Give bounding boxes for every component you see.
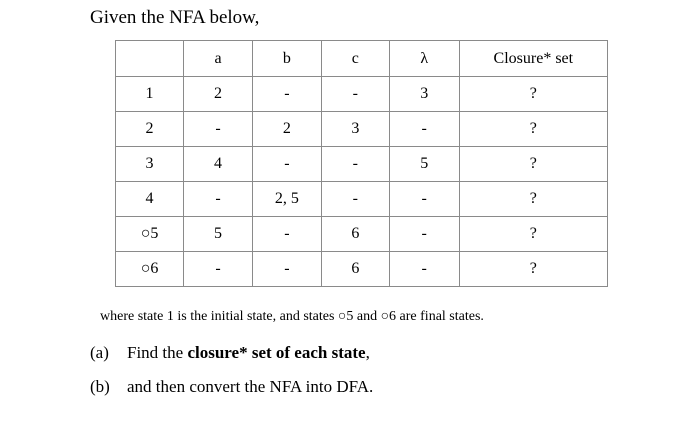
question-b-label: (b) xyxy=(90,377,110,396)
question-b xyxy=(90,376,373,398)
header-closure-set: Closure* set xyxy=(459,41,607,77)
closure-cell: ? xyxy=(459,217,607,252)
transition-cell: - xyxy=(252,217,321,252)
transition-cell: 6 xyxy=(321,217,389,252)
transition-cell: - xyxy=(184,112,253,147)
state-cell: ○6 xyxy=(116,252,184,287)
transition-cell: 2, 5 xyxy=(252,182,321,217)
header-state xyxy=(116,41,184,77)
table-note: where state 1 is the initial state, and states ○5 and ○6 are final states. xyxy=(100,309,484,324)
table-row xyxy=(116,217,608,252)
question-a-text: Find the xyxy=(127,343,188,362)
header-symbol-b: b xyxy=(252,41,321,77)
state-cell: 4 xyxy=(116,182,184,217)
transition-cell: - xyxy=(389,217,459,252)
transition-cell: - xyxy=(389,112,459,147)
closure-cell: ? xyxy=(459,252,607,287)
header-lambda: λ xyxy=(389,41,459,77)
table-row xyxy=(116,252,608,287)
transition-cell: - xyxy=(252,147,321,182)
closure-cell: ? xyxy=(459,77,607,112)
table-row xyxy=(116,112,608,147)
transition-cell: 2 xyxy=(184,77,253,112)
question-a-bold-text: closure* set of each state xyxy=(187,343,366,362)
closure-cell: ? xyxy=(459,182,607,217)
header-symbol-a: a xyxy=(184,41,253,77)
transition-cell: 3 xyxy=(389,77,459,112)
transition-cell: - xyxy=(389,252,459,287)
transition-cell: 2 xyxy=(252,112,321,147)
state-cell: ○5 xyxy=(116,217,184,252)
state-cell: 1 xyxy=(116,77,184,112)
transition-cell: - xyxy=(184,252,253,287)
table-row xyxy=(116,182,608,217)
transition-cell: - xyxy=(184,182,253,217)
question-a-label: (a) xyxy=(90,343,109,362)
table-header-row xyxy=(116,41,608,77)
transition-cell: - xyxy=(389,182,459,217)
table-row xyxy=(116,147,608,182)
header-symbol-c: c xyxy=(321,41,389,77)
question-a-punctuation: , xyxy=(365,343,370,362)
transition-cell: 5 xyxy=(389,147,459,182)
closure-cell: ? xyxy=(459,147,607,182)
transition-cell: - xyxy=(321,77,389,112)
table-row xyxy=(116,77,608,112)
intro-text: Given the NFA below, xyxy=(90,7,260,28)
nfa-transition-table xyxy=(115,40,608,287)
transition-cell: - xyxy=(252,77,321,112)
closure-cell: ? xyxy=(459,112,607,147)
state-cell: 3 xyxy=(116,147,184,182)
transition-cell: - xyxy=(252,252,321,287)
state-cell: 2 xyxy=(116,112,184,147)
transition-cell: 3 xyxy=(321,112,389,147)
question-b-text: and then convert the NFA into DFA. xyxy=(127,377,374,396)
transition-cell: 4 xyxy=(184,147,253,182)
transition-cell: - xyxy=(321,182,389,217)
transition-cell: - xyxy=(321,147,389,182)
question-a xyxy=(90,342,370,364)
transition-cell: 5 xyxy=(184,217,253,252)
transition-cell: 6 xyxy=(321,252,389,287)
